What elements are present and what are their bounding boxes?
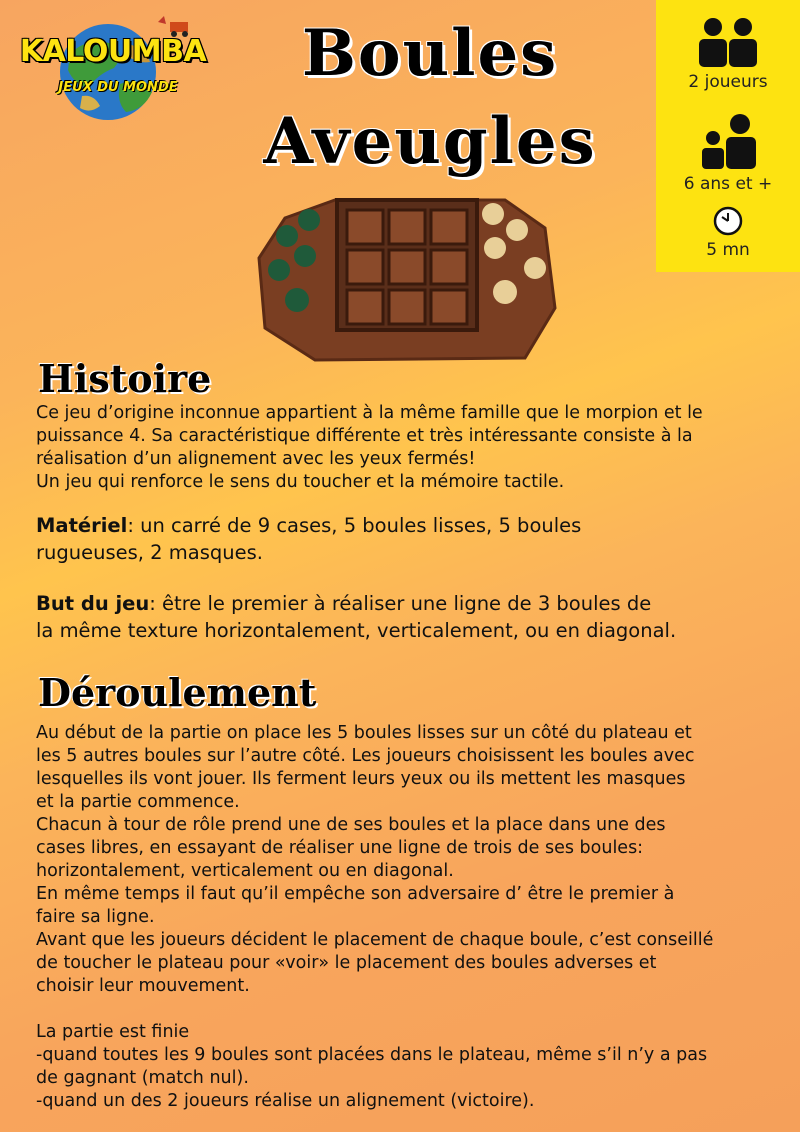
deroulement-line: Au début de la partie on place les 5 boules lisses sur un côté du plateau et bbox=[36, 723, 692, 743]
deroulement-line bbox=[36, 998, 766, 1021]
deroulement-line: En même temps il faut qu’il empêche son adversaire d’ être le premier à bbox=[36, 884, 675, 904]
page-title-line2: Aveugles bbox=[263, 104, 597, 179]
but-text: : être le premier à réaliser une ligne de 3 boules de bbox=[149, 592, 652, 615]
deroulement-text bbox=[36, 722, 766, 1113]
but-text-2: la même texture horizontalement, verticalement, ou en diagonal. bbox=[36, 619, 677, 642]
materiel-label: Matériel bbox=[36, 514, 128, 537]
logo-tagline: JEUX DU MONDE bbox=[58, 80, 178, 95]
deroulement-line: lesquelles ils vont jouer. Ils ferment leurs yeux ou ils mettent les masques bbox=[36, 769, 686, 789]
clock-icon bbox=[713, 206, 743, 236]
histoire-text bbox=[36, 402, 766, 494]
materiel-paragraph bbox=[36, 512, 766, 566]
but-paragraph bbox=[36, 590, 766, 644]
age-people-icon bbox=[695, 114, 761, 170]
players-info bbox=[656, 16, 800, 92]
game-info-panel bbox=[656, 0, 800, 272]
age-text: 6 ans et + bbox=[683, 174, 773, 194]
deroulement-line: Chacun à tour de rôle prend une de ses boules et la place dans une des bbox=[36, 815, 666, 835]
kaloumba-logo bbox=[8, 14, 208, 124]
deroulement-title: Déroulement bbox=[38, 670, 317, 715]
materiel-text-2: rugueuses, 2 masques. bbox=[36, 541, 263, 564]
age-info bbox=[656, 114, 800, 194]
histoire-line: Un jeu qui renforce le sens du toucher et la mémoire tactile. bbox=[36, 472, 565, 492]
globe-icon bbox=[8, 14, 208, 124]
deroulement-line: -quand un des 2 joueurs réalise un alignement (victoire). bbox=[36, 1091, 535, 1111]
deroulement-line: cases libres, en essayant de réaliser une ligne de trois de ses boules: bbox=[36, 838, 644, 858]
two-players-icon bbox=[695, 16, 761, 68]
page-title-line1: Boules bbox=[301, 16, 559, 91]
deroulement-line: Avant que les joueurs décident le placement de chaque boule, c’est conseillé bbox=[36, 930, 714, 950]
histoire-line: puissance 4. Sa caractéristique différente et très intéressante consiste à la bbox=[36, 426, 693, 446]
deroulement-line: de toucher le plateau pour «voir» le placement des boules adverses et bbox=[36, 953, 657, 973]
histoire-title: Histoire bbox=[38, 356, 212, 401]
deroulement-line: et la partie commence. bbox=[36, 792, 240, 812]
deroulement-line: La partie est finie bbox=[36, 1022, 190, 1042]
duration-info bbox=[656, 206, 800, 260]
deroulement-line: de gagnant (match nul). bbox=[36, 1068, 249, 1088]
deroulement-line: les 5 autres boules sur l’autre côté. Les joueurs choisissent les boules avec bbox=[36, 746, 695, 766]
game-board-image bbox=[255, 188, 560, 368]
histoire-line: réalisation d’un alignement avec les yeux fermés! bbox=[36, 449, 476, 469]
players-text: 2 joueurs bbox=[688, 72, 768, 92]
deroulement-line: faire sa ligne. bbox=[36, 907, 155, 927]
deroulement-line: horizontalement, verticalement ou en diagonal. bbox=[36, 861, 454, 881]
histoire-line: Ce jeu d’origine inconnue appartient à la même famille que le morpion et le bbox=[36, 403, 703, 423]
logo-brand: KALOUMBA bbox=[19, 34, 207, 69]
deroulement-line: choisir leur mouvement. bbox=[36, 976, 250, 996]
materiel-text: : un carré de 9 cases, 5 boules lisses, 5 boules bbox=[127, 514, 582, 537]
but-label: But du jeu bbox=[36, 592, 150, 615]
deroulement-line: -quand toutes les 9 boules sont placées dans le plateau, même s’il n’y a pas bbox=[36, 1045, 708, 1065]
duration-text: 5 mn bbox=[706, 240, 750, 260]
